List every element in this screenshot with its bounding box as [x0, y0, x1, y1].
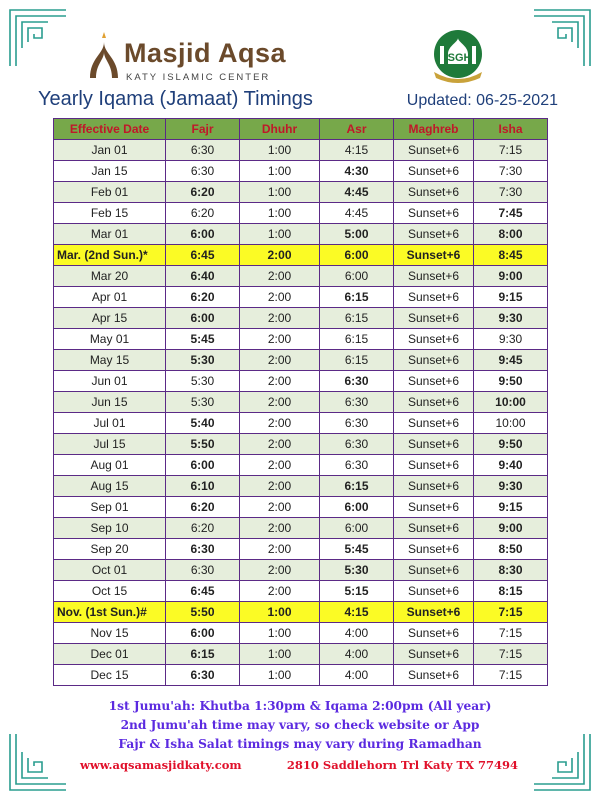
table-cell: Sunset+6: [394, 182, 474, 203]
table-cell: 6:15: [320, 476, 394, 497]
table-cell: 6:00: [166, 308, 240, 329]
table-cell: 7:15: [474, 140, 548, 161]
table-row: [54, 413, 548, 434]
table-cell: 2:00: [240, 287, 320, 308]
table-cell: 5:45: [320, 539, 394, 560]
table-cell: 1:00: [240, 182, 320, 203]
table-cell: 4:45: [320, 182, 394, 203]
table-cell: 4:45: [320, 203, 394, 224]
table-cell: Sunset+6: [394, 287, 474, 308]
table-cell: 6:00: [166, 224, 240, 245]
table-row: [54, 308, 548, 329]
table-cell: Sunset+6: [394, 413, 474, 434]
table-cell: Sunset+6: [394, 392, 474, 413]
table-cell: 2:00: [240, 476, 320, 497]
table-cell: 4:15: [320, 602, 394, 623]
notes: [0, 697, 600, 754]
table-cell: 6:30: [166, 539, 240, 560]
corner-ornament-icon: [8, 8, 68, 68]
table-cell: Oct 01: [54, 560, 166, 581]
table-cell: Jul 01: [54, 413, 166, 434]
table-cell: 6:15: [166, 644, 240, 665]
masjid-name: Masjid Aqsa: [124, 38, 287, 68]
table-cell: Mar 20: [54, 266, 166, 287]
note-jumuah-1: 1st Jumu'ah: Khutba 1:30pm & Iqama 2:00pm (All year): [108, 699, 492, 713]
table-cell: 9:30: [474, 476, 548, 497]
table-cell: 6:00: [320, 518, 394, 539]
table-cell: 6:15: [320, 350, 394, 371]
table-row: [54, 140, 548, 161]
updated-date: Updated: 06-25-2021: [406, 92, 558, 109]
table-cell: 2:00: [240, 434, 320, 455]
table-row: [54, 581, 548, 602]
table-cell: Sunset+6: [394, 560, 474, 581]
table-cell: 2:00: [240, 266, 320, 287]
table-cell: 6:30: [320, 413, 394, 434]
table-row: [54, 161, 548, 182]
table-cell: Sunset+6: [394, 371, 474, 392]
table-row: [54, 287, 548, 308]
table-cell: Mar 01: [54, 224, 166, 245]
table-row: [54, 518, 548, 539]
table-cell: 1:00: [240, 602, 320, 623]
table-cell: 1:00: [240, 203, 320, 224]
table-cell: Sunset+6: [394, 602, 474, 623]
table-cell: Aug 01: [54, 455, 166, 476]
table-cell: Sunset+6: [394, 434, 474, 455]
table-cell: 9:40: [474, 455, 548, 476]
table-cell: 6:00: [320, 497, 394, 518]
table-cell: 7:30: [474, 182, 548, 203]
table-cell: 5:30: [166, 392, 240, 413]
table-cell: 6:15: [320, 308, 394, 329]
table-cell: 2:00: [240, 497, 320, 518]
table-cell: 2:00: [240, 308, 320, 329]
table-row: [54, 266, 548, 287]
table-cell: 1:00: [240, 161, 320, 182]
table-row: [54, 665, 548, 686]
table-cell: 5:45: [166, 329, 240, 350]
table-cell: Jan 01: [54, 140, 166, 161]
table-cell: Jul 15: [54, 434, 166, 455]
table-cell: Aug 15: [54, 476, 166, 497]
table-cell: Jun 01: [54, 371, 166, 392]
table-cell: Sunset+6: [394, 350, 474, 371]
table-cell: 5:50: [166, 602, 240, 623]
table-cell: 6:40: [166, 266, 240, 287]
note-jumuah-2: 2nd Jumu'ah time may vary, so check website or App: [120, 718, 480, 732]
note-ramadhan: Fajr & Isha Salat timings may vary during Ramadhan: [118, 737, 482, 751]
table-cell: 7:45: [474, 203, 548, 224]
table-cell: Sunset+6: [394, 455, 474, 476]
table-cell: Oct 15: [54, 581, 166, 602]
table-row: [54, 182, 548, 203]
table-cell: Sep 01: [54, 497, 166, 518]
table-cell: Sunset+6: [394, 476, 474, 497]
table-cell: Apr 01: [54, 287, 166, 308]
table-cell: 9:15: [474, 287, 548, 308]
table-cell: 2:00: [240, 245, 320, 266]
table-cell: 9:50: [474, 371, 548, 392]
table-cell: Sep 10: [54, 518, 166, 539]
table-cell: 9:15: [474, 497, 548, 518]
table-cell: Sunset+6: [394, 266, 474, 287]
table-cell: 1:00: [240, 623, 320, 644]
table-cell: 8:00: [474, 224, 548, 245]
table-row: [54, 623, 548, 644]
table-cell: 1:00: [240, 644, 320, 665]
table-cell: Sunset+6: [394, 203, 474, 224]
table-cell: 6:30: [166, 560, 240, 581]
table-cell: 6:00: [166, 623, 240, 644]
table-cell: Sunset+6: [394, 644, 474, 665]
corner-ornament-icon: [532, 8, 592, 68]
table-cell: Sunset+6: [394, 623, 474, 644]
table-header-row: [54, 119, 548, 140]
table-row: [54, 476, 548, 497]
table-cell: 2:00: [240, 560, 320, 581]
table-cell: 10:00: [474, 392, 548, 413]
table-cell: May 01: [54, 329, 166, 350]
table-cell: 6:30: [320, 371, 394, 392]
table-cell: 1:00: [240, 224, 320, 245]
table-cell: 6:15: [320, 287, 394, 308]
table-cell: 9:30: [474, 308, 548, 329]
column-header: Fajr: [166, 119, 240, 140]
table-cell: 6:30: [320, 392, 394, 413]
table-cell: 2:00: [240, 350, 320, 371]
table-cell: 6:20: [166, 518, 240, 539]
highlight-row: [54, 245, 548, 266]
table-cell: 9:45: [474, 350, 548, 371]
column-header: Asr: [320, 119, 394, 140]
table-cell: 2:00: [240, 539, 320, 560]
table-cell: Sunset+6: [394, 497, 474, 518]
table-cell: 6:45: [166, 245, 240, 266]
table-cell: 7:15: [474, 665, 548, 686]
table-cell: 6:30: [166, 140, 240, 161]
table-cell: 5:30: [166, 350, 240, 371]
table-cell: 6:20: [166, 203, 240, 224]
table-cell: Sunset+6: [394, 224, 474, 245]
table-cell: 6:30: [320, 434, 394, 455]
table-row: [54, 539, 548, 560]
table-cell: Sunset+6: [394, 308, 474, 329]
table-cell: 9:00: [474, 518, 548, 539]
table-cell: 8:45: [474, 245, 548, 266]
table-cell: 6:30: [166, 665, 240, 686]
table-cell: 8:50: [474, 539, 548, 560]
table-cell: 4:15: [320, 140, 394, 161]
isgh-logo: [428, 28, 488, 86]
website-link[interactable]: www.aqsamasjidkaty.com: [80, 758, 242, 772]
table-cell: 4:00: [320, 644, 394, 665]
table-cell: 6:30: [166, 161, 240, 182]
table-cell: 6:45: [166, 581, 240, 602]
table-cell: 7:15: [474, 644, 548, 665]
table-cell: 4:30: [320, 161, 394, 182]
iqama-timings-table: [53, 118, 548, 686]
table-cell: 2:00: [240, 392, 320, 413]
table-row: [54, 329, 548, 350]
svg-text:ISGH: ISGH: [444, 52, 472, 64]
table-cell: 6:20: [166, 287, 240, 308]
table-cell: 6:20: [166, 497, 240, 518]
table-cell: May 15: [54, 350, 166, 371]
table-cell: 5:15: [320, 581, 394, 602]
table-row: [54, 224, 548, 245]
table-cell: 10:00: [474, 413, 548, 434]
table-cell: Mar. (2nd Sun.)*: [54, 245, 166, 266]
table-row: [54, 434, 548, 455]
table-cell: 6:00: [320, 266, 394, 287]
table-cell: 2:00: [240, 371, 320, 392]
table-cell: 5:30: [320, 560, 394, 581]
table-cell: 8:30: [474, 560, 548, 581]
address: 2810 Saddlehorn Trl Katy TX 77494: [286, 758, 518, 772]
table-cell: Nov. (1st Sun.)#: [54, 602, 166, 623]
table-cell: Jun 15: [54, 392, 166, 413]
table-cell: 8:15: [474, 581, 548, 602]
highlight-row: [54, 602, 548, 623]
table-cell: 5:40: [166, 413, 240, 434]
table-cell: Sep 20: [54, 539, 166, 560]
table-cell: 7:15: [474, 623, 548, 644]
table-cell: 2:00: [240, 455, 320, 476]
table-row: [54, 371, 548, 392]
table-row: [54, 392, 548, 413]
table-cell: 2:00: [240, 581, 320, 602]
table-cell: 6:30: [320, 455, 394, 476]
column-header: Effective Date: [54, 119, 166, 140]
table-row: [54, 560, 548, 581]
table-cell: Dec 15: [54, 665, 166, 686]
table-cell: Sunset+6: [394, 518, 474, 539]
table-cell: 2:00: [240, 413, 320, 434]
column-header: Maghreb: [394, 119, 474, 140]
table-cell: 2:00: [240, 329, 320, 350]
table-cell: 5:30: [166, 371, 240, 392]
table-cell: Sunset+6: [394, 581, 474, 602]
table-cell: 1:00: [240, 140, 320, 161]
page-title: Yearly Iqama (Jamaat) Timings: [38, 88, 313, 110]
table-cell: Sunset+6: [394, 245, 474, 266]
table-cell: 6:15: [320, 329, 394, 350]
table-row: [54, 497, 548, 518]
table-cell: 4:00: [320, 665, 394, 686]
table-cell: 9:30: [474, 329, 548, 350]
table-cell: Sunset+6: [394, 140, 474, 161]
column-header: Dhuhr: [240, 119, 320, 140]
table-cell: 4:00: [320, 623, 394, 644]
table-cell: Feb 15: [54, 203, 166, 224]
table-cell: Apr 15: [54, 308, 166, 329]
table-cell: Feb 01: [54, 182, 166, 203]
table-cell: 5:50: [166, 434, 240, 455]
masjid-subtitle: KATY ISLAMIC CENTER: [126, 72, 271, 83]
table-cell: 6:00: [166, 455, 240, 476]
table-cell: Nov 15: [54, 623, 166, 644]
masjid-logo: [78, 26, 288, 86]
table-cell: Jan 15: [54, 161, 166, 182]
table-row: [54, 350, 548, 371]
table-cell: Sunset+6: [394, 665, 474, 686]
table-cell: 5:00: [320, 224, 394, 245]
table-cell: 7:15: [474, 602, 548, 623]
table-cell: 1:00: [240, 665, 320, 686]
table-cell: 6:10: [166, 476, 240, 497]
table-cell: 2:00: [240, 518, 320, 539]
table-row: [54, 203, 548, 224]
table-cell: 6:20: [166, 182, 240, 203]
table-cell: Sunset+6: [394, 329, 474, 350]
table-cell: 9:00: [474, 266, 548, 287]
table-cell: 9:50: [474, 434, 548, 455]
mosque-dome-icon: [84, 28, 124, 84]
table-row: [54, 644, 548, 665]
table-row: [54, 455, 548, 476]
table-cell: Sunset+6: [394, 539, 474, 560]
table-cell: 7:30: [474, 161, 548, 182]
column-header: Isha: [474, 119, 548, 140]
table-cell: Sunset+6: [394, 161, 474, 182]
table-cell: Dec 01: [54, 644, 166, 665]
table-cell: 6:00: [320, 245, 394, 266]
